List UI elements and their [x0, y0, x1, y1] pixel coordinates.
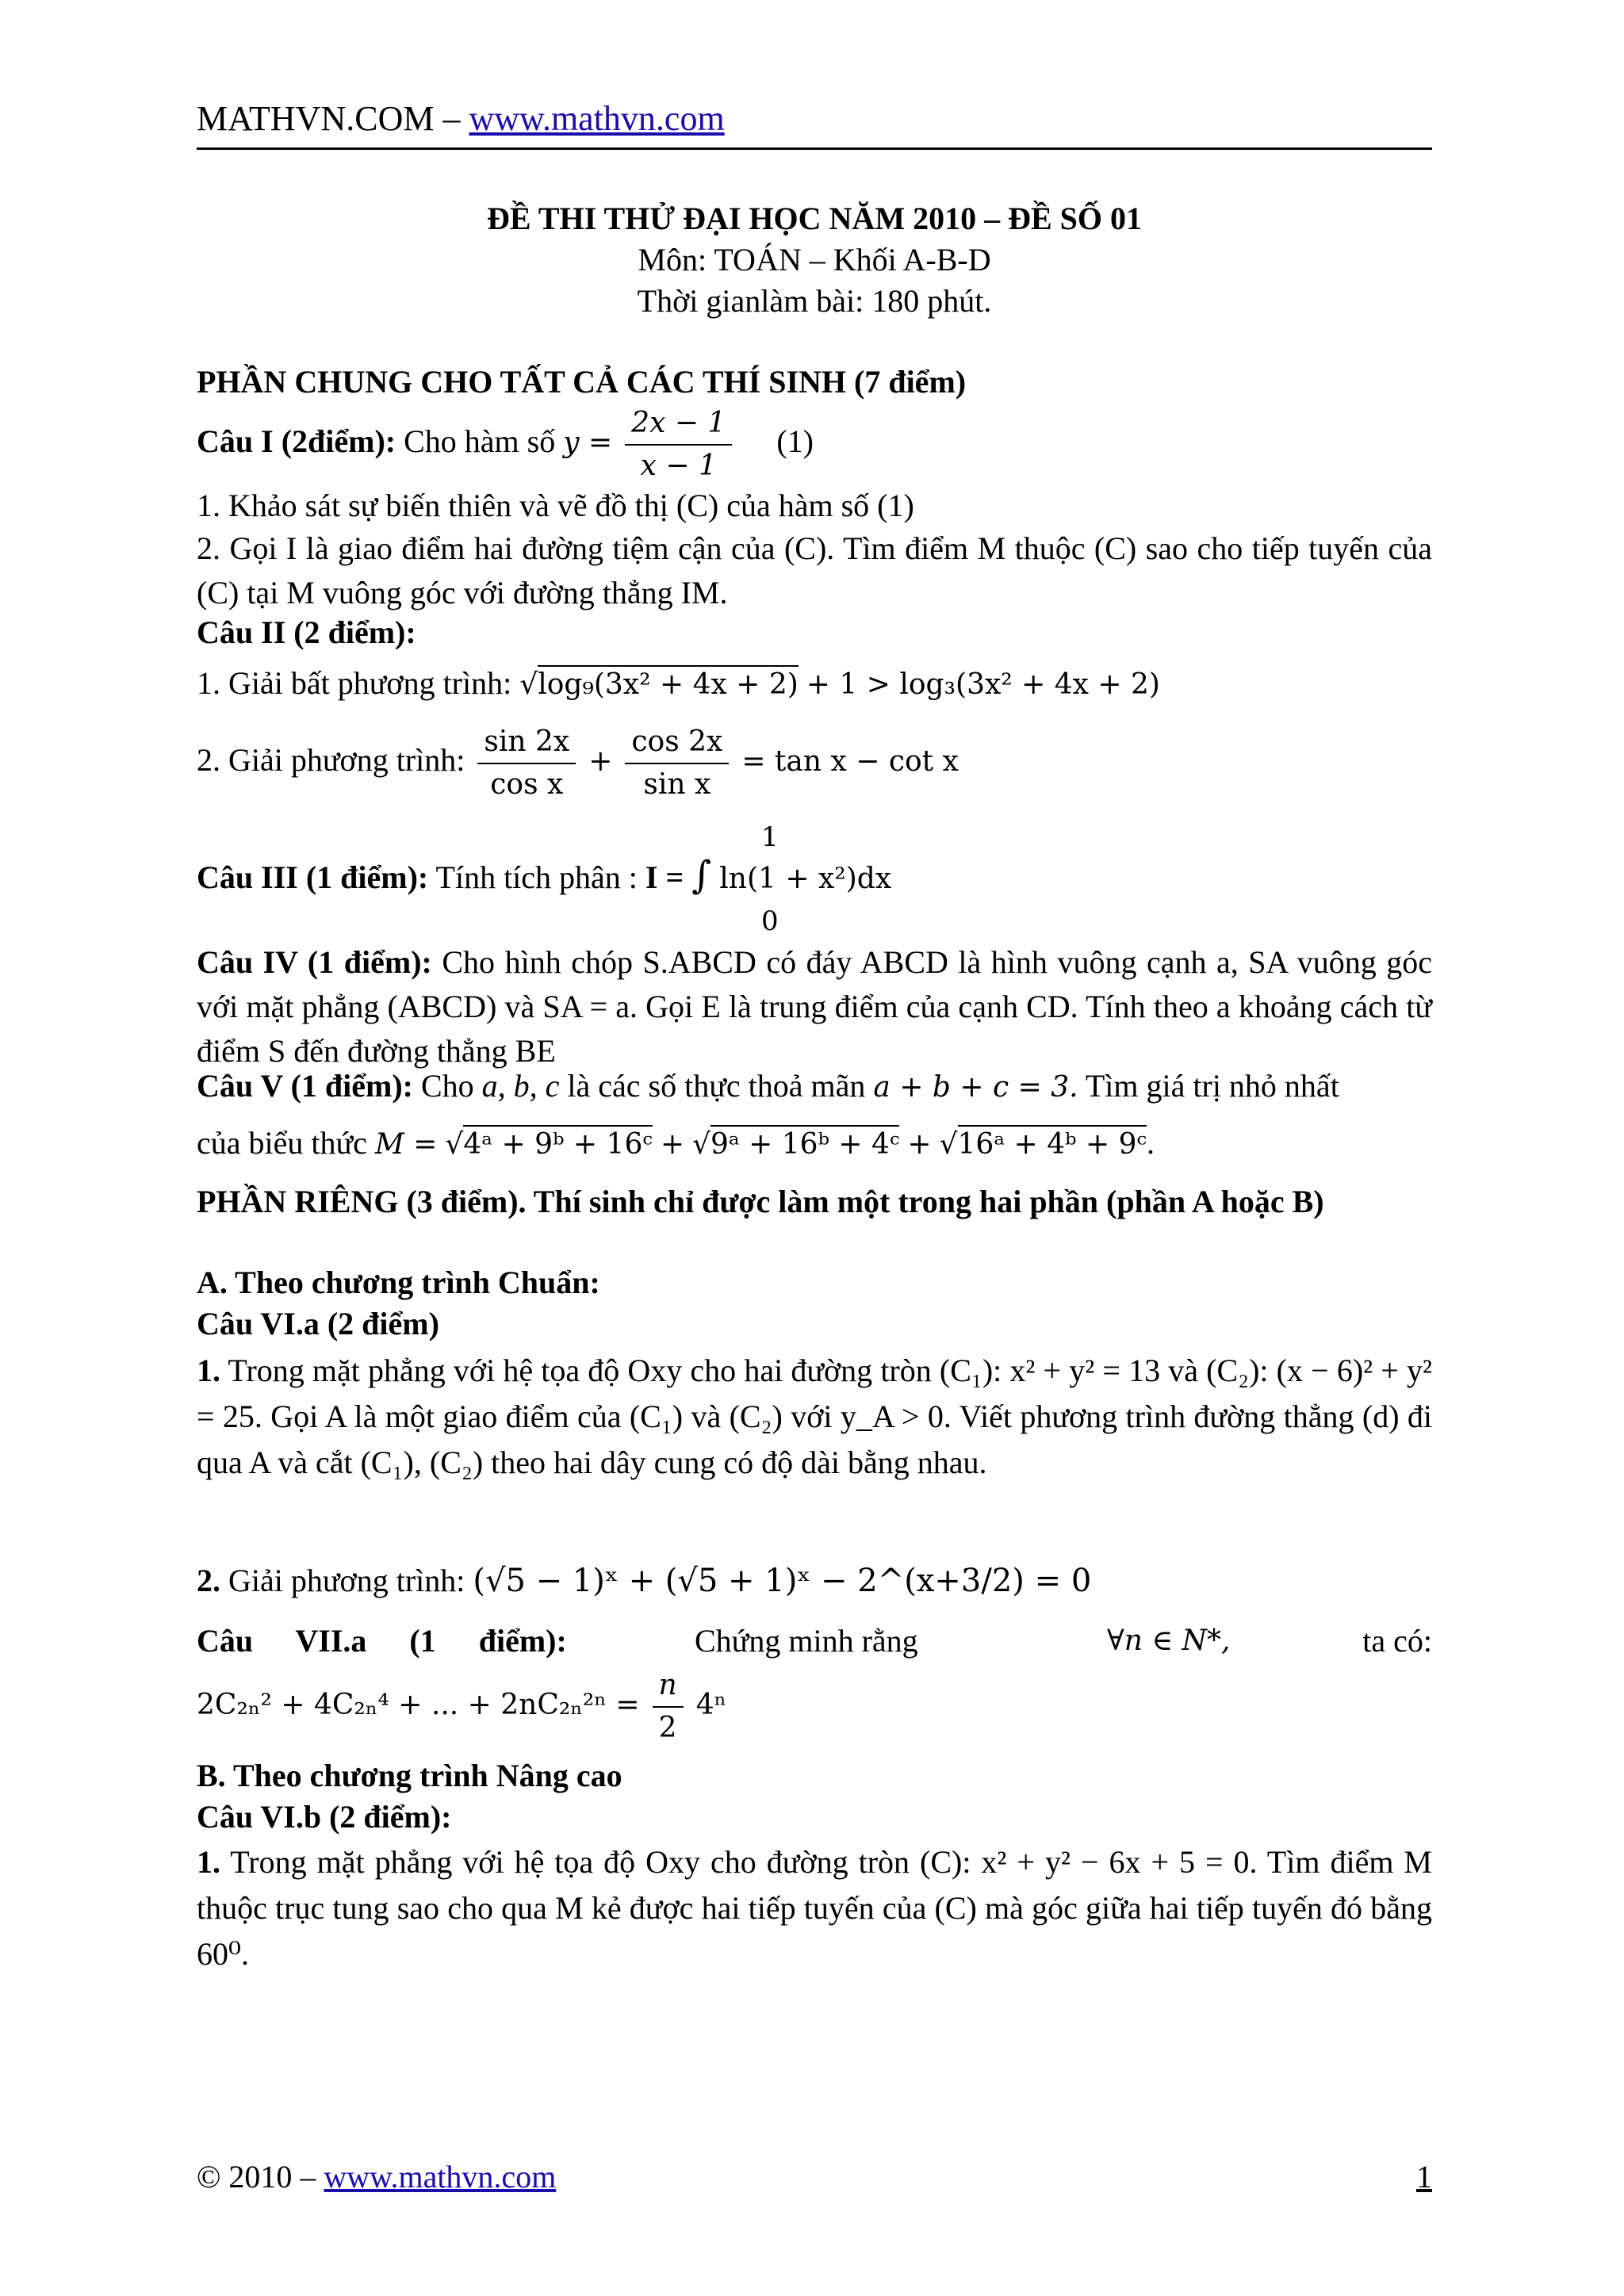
cau3-text: Tính tích phân : — [435, 859, 638, 895]
cau6a-q1-num: 1. — [197, 1353, 220, 1388]
cau4-label: Câu IV (1 điểm): — [197, 944, 432, 980]
cau2-f1-num: sin 2x — [477, 721, 576, 764]
cau7a-cond: ∀n ∈ N*, — [1107, 1624, 1231, 1657]
page-number: 1 — [1416, 2159, 1432, 2195]
sectionA-title: A. Theo chương trình Chuẩn: — [197, 1265, 600, 1300]
cau2-q1-line — [197, 663, 1432, 706]
cau6b-q1 — [197, 1839, 1432, 1977]
footer-copy: © 2010 – — [197, 2159, 316, 2195]
cau1-q2: 2. Gọi I là giao điểm hai đường tiệm cận của (C). Tìm điểm M thuộc (C) sao cho tiếp tuyến của (C) tại M vuông góc với đường thẳng IM. — [197, 530, 1432, 610]
cau6b-q1-text: Trong mặt phẳng với hệ tọa độ Oxy cho đường tròn (C): x² + y² − 6x + 5 = 0. Tìm điểm M thuộc trục tung sao cho qua M kẻ được hai tiếp tuyến của (C) mà góc giữa hai tiếp tuyến đó bằng 60⁰. — [197, 1844, 1432, 1972]
cau7a-label: Câu VII.a (1 điểm): — [197, 1623, 567, 1659]
cau6a-q1-text: Trong mặt phẳng với hệ tọa độ Oxy cho hai đường tròn (C₁): x² + y² = 13 và (C₂): (x − 6)² + y² = 25. Gọi A là một giao điểm của (C₁) và (C₂) với y_A > 0. Viết phương trình đường thẳng (d) đi qua A và cắt (C₁), (C₂) theo hai dây cung có độ dài bằng nhau. — [197, 1353, 1432, 1480]
exam-time: Thời gianlàm bài: 180 phút. — [637, 283, 992, 319]
footer-link[interactable]: www.mathvn.com — [324, 2159, 557, 2195]
cau7a-eq-line — [197, 1665, 1432, 1752]
cau1-y: y = — [563, 427, 613, 460]
cau5-t3: Tìm giá trị nhỏ nhất — [1085, 1068, 1339, 1104]
cau3-label: Câu III (1 điểm): — [197, 859, 429, 895]
cau7a-rhs: 4ⁿ — [695, 1689, 727, 1722]
cau6a-q2-num: 2. — [197, 1563, 220, 1598]
cau1-ref: (1) — [776, 423, 814, 460]
sqrt-sign: √ — [691, 1128, 710, 1161]
plus-sign: + — [660, 1128, 684, 1161]
cau4 — [197, 940, 1432, 1073]
sqrt-sign: √ — [519, 668, 538, 701]
cau2-q2: 2. Giải phương trình: — [197, 742, 465, 779]
cau6a-label: Câu VI.a (2 điểm) — [197, 1306, 439, 1341]
page-header — [197, 95, 1432, 150]
cau5-line2 — [197, 1123, 1432, 1165]
cau5-s1: 4ᵃ + 9ᵇ + 16ᶜ — [463, 1125, 652, 1161]
cau6a-q2-line — [197, 1560, 1432, 1601]
cau6a-q1 — [197, 1348, 1432, 1486]
cau3-I: I = — [645, 859, 684, 895]
cau5-vars: a, b, c — [481, 1068, 560, 1104]
cau2-q2-line — [197, 721, 1432, 809]
plus-sign: + — [907, 1128, 932, 1161]
cau6a-q2-eq: (√5 − 1)ˣ + (√5 + 1)ˣ − 2^(x+3/2) = 0 — [473, 1563, 1092, 1599]
integral-lower: 0 — [761, 905, 779, 937]
cau2-f1-den: cos x — [490, 768, 564, 801]
cau5-cond: a + b + c = 3. — [873, 1071, 1078, 1104]
cau7a-fraction — [653, 1665, 684, 1749]
cau2-q1-rest: + 1 > log₃(3x² + 4x + 2) — [806, 668, 1160, 701]
cau3-line — [197, 817, 1432, 936]
cau3-integrand: ln(1 + x²)dx — [719, 863, 892, 895]
exam-subject: Môn: TOÁN – Khối A-B-D — [638, 242, 991, 277]
header-site: MATHVN.COM – — [197, 99, 461, 138]
cau6b-q1-num: 1. — [197, 1844, 220, 1880]
cau1-line — [197, 403, 1432, 482]
cau2-label: Câu II (2 điểm): — [197, 614, 416, 650]
exam-title: ĐỀ THI THỬ ĐẠI HỌC NĂM 2010 – ĐỀ SỐ 01 — [486, 201, 1142, 236]
page-footer — [197, 2156, 1432, 2198]
integral-sign: ∫ — [691, 853, 712, 897]
integral-upper: 1 — [761, 821, 779, 853]
cau1-fraction — [625, 403, 732, 487]
cau1-den: x − 1 — [640, 450, 717, 482]
cau2-frac2 — [625, 721, 729, 806]
cau2-q1: 1. Giải bất phương trình: — [197, 665, 512, 701]
cau5-t2: là các số thực thoả mãn — [567, 1068, 866, 1104]
cau5-label: Câu V (1 điểm): — [197, 1068, 413, 1104]
cau5-t1: Cho — [420, 1068, 474, 1104]
sectionB-title: B. Theo chương trình Nâng cao — [197, 1758, 622, 1793]
cau6b-label: Câu VI.b (2 điểm): — [197, 1799, 452, 1835]
header-link[interactable]: www.mathvn.com — [469, 99, 725, 138]
cau5-end: . — [1147, 1125, 1155, 1161]
cau7a-num: n — [653, 1665, 684, 1708]
part-rieng-heading: PHẦN RIÊNG (3 điểm). Thí sinh chỉ được làm một trong hai phần (phần A hoặc B) — [197, 1184, 1324, 1219]
cau2-q2-rest: = tan x − cot x — [741, 745, 959, 779]
cau4-text: Cho hình chóp S.ABCD có đáy ABCD là hình vuông cạnh a, SA vuông góc với mặt phẳng (ABCD) và SA = a. Gọi E là trung điểm của cạnh CD. Tính theo a khoảng cách từ điểm S đến đường thẳng BE — [197, 944, 1433, 1069]
sqrt-sign: √ — [445, 1128, 464, 1161]
cau1-intro: Cho hàm số — [404, 423, 556, 460]
cau7a-den: 2 — [658, 1712, 677, 1744]
cau7a-text: Chứng minh rằng — [695, 1623, 918, 1659]
cau5-line1 — [197, 1066, 1432, 1108]
cau5-s3: 16ᵃ + 4ᵇ + 9ᶜ — [958, 1125, 1147, 1161]
cau2-q1-sqrt: log₉(3x² + 4x + 2) — [538, 665, 799, 701]
cau1-num: 2x − 1 — [625, 403, 732, 446]
cau5-t4: của biểu thức — [197, 1125, 367, 1161]
cau2-frac1 — [477, 721, 576, 806]
sqrt-sign: √ — [939, 1128, 958, 1161]
cau7a-eq-lhs: 2C₂ₙ² + 4C₂ₙ⁴ + ... + 2nC₂ₙ²ⁿ = — [197, 1689, 640, 1722]
cau2-f2-den: sin x — [643, 768, 711, 801]
plus-sign: + — [588, 745, 613, 779]
cau1-q1: 1. Khảo sát sự biến thiên và vẽ đồ thị (C) của hàm số (1) — [197, 488, 914, 523]
cau7a-end: ta có: — [1362, 1623, 1432, 1659]
cau5-M: M = — [374, 1128, 438, 1161]
cau6a-q2-text: Giải phương trình: — [228, 1563, 465, 1598]
part-common-heading: PHẦN CHUNG CHO TẤT CẢ CÁC THÍ SINH (7 điểm) — [197, 364, 967, 400]
cau5-s2: 9ᵃ + 16ᵇ + 4ᶜ — [710, 1125, 899, 1161]
cau1-label: Câu I (2điểm): — [197, 423, 396, 460]
cau7a-line — [197, 1621, 1432, 1662]
cau2-f2-num: cos 2x — [625, 721, 729, 764]
